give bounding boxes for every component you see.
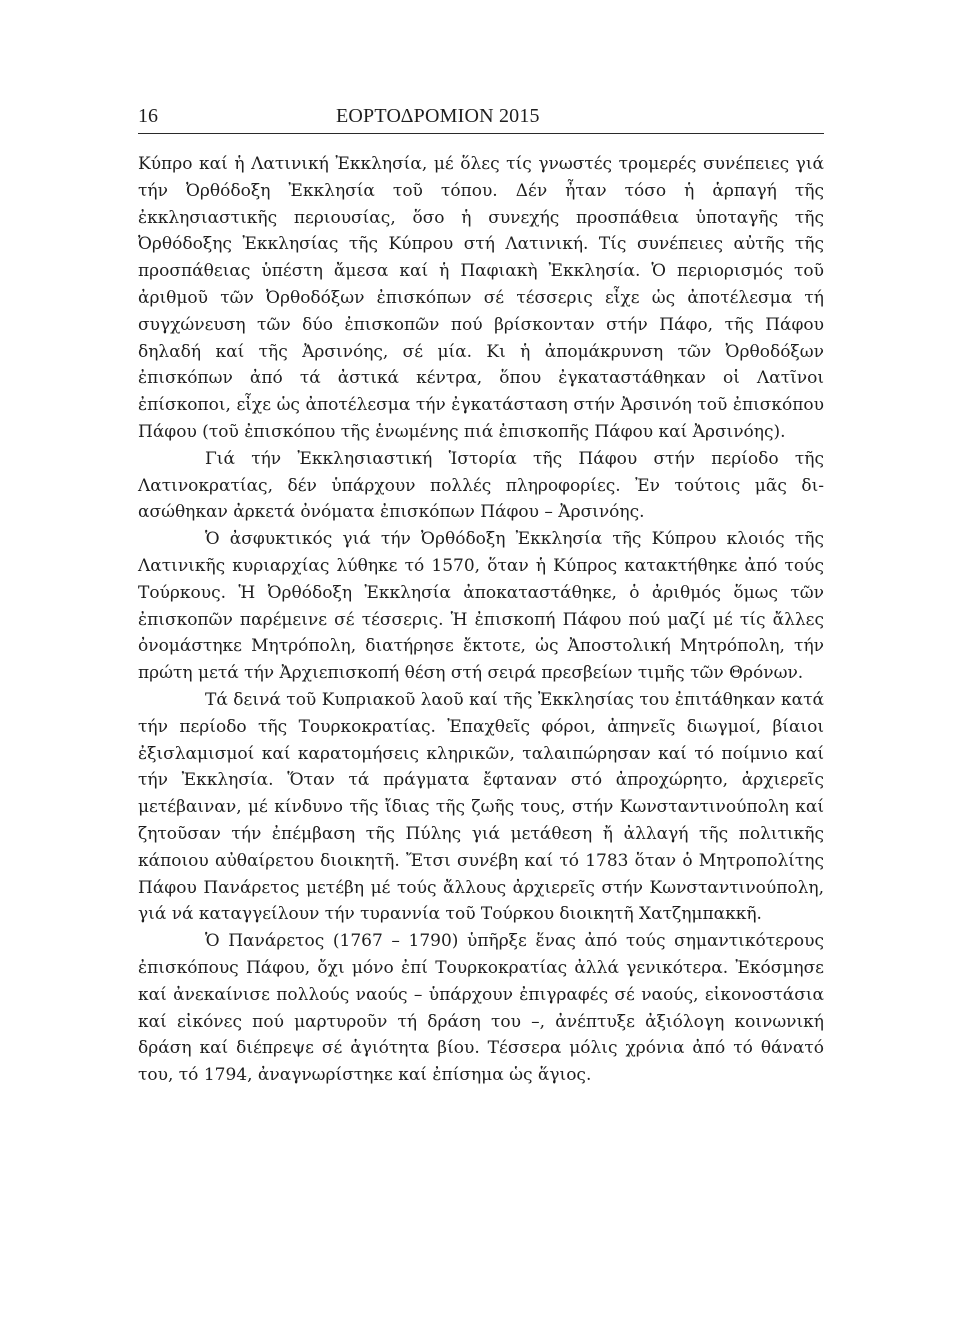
- page-number: 16: [138, 105, 158, 127]
- paragraph: Κύπρο καί ἡ Λατινική Ἐκκλησία, μέ ὅλες τίς γνωστές τρομερές συνέπειες γιά τήν Ὀρθόδοξη Ἐκκλησία τοῦ τόπου. Δέν ἦταν τόσο ἡ ἁρπαγή τῆς ἐκκλησιαστικῆς περιουσίας, ὅσο ἡ συνεχής προσπάθεια ὑποταγῆς τῆς Ὀρθόδοξης Ἐκκλησίας τῆς Κύπρου στή Λατινική. Τίς συνέπειες αὐτῆς τῆς προσπάθειας ὑπέστη ἄμεσα καί ἡ Παφιακὴ Ἐκκλησία. Ὁ περιορισμός τοῦ ἀριθμοῦ τῶν Ὀρθοδόξων ἐπισκόπων σέ τέσσερις εἶχε ὡς ἀποτέλεσμα τή συγχώνευση τῶν δύο ἐπισκοπῶν πού βρίσκονταν στήν Πάφο, τῆς Πάφου δηλαδή καί τῆς Ἀρσινόης, σέ μία. Κι ἡ ἀπομάκρυνση τῶν Ὀρθοδόξων ἐπισκόπων ἀπό τά ἀστικά κέντρα, ὅπου ἐγκαταστάθηκαν οἱ Λατῖνοι ἐπίσκοποι, εἶχε ὡς ἀποτέλεσμα τήν ἐγκατάσταση στήν Ἀρσινόη τοῦ ἐπισκόπου Πάφου (τοῦ ἐπισκόπου τῆς ἑνωμένης πιά ἐπισκοπῆς Πάφου καί Ἀρσινόης).: [138, 154, 824, 442]
- paragraph: Ὁ Πανάρετος (1767 – 1790) ὑπῆρξε ἕνας ἀπό τούς σημαντικότερους ἐπισκόπους Πάφου, ὄχι μόνο ἐπί Τουρκοκρατίας ἀλλά γενικότερα. Ἐκόσμησε καί ἀνεκαίνισε πολλούς ναούς – ὑπάρχουν ἐπιγραφές σέ ναούς, εἰκονοστάσια καί εἰκόνες πού μαρτυροῦν τή δράση του –, ἀνέπτυξε ἀξιόλογη κοινωνική δράση καί διέπρεψε σέ ἁγιότητα βίου. Τέσσερα μόλις χρόνια ἀπό τό θάνατό του, τό 1794, ἀναγνωρίστηκε καί ἐπίσημα ὡς ἅγιος.: [138, 931, 824, 1086]
- running-title: ΕΟΡΤΟΔΡΟΜΙΟΝ 2015: [336, 105, 540, 127]
- running-header: [138, 99, 824, 134]
- paragraph: Τά δεινά τοῦ Κυπριακοῦ λαοῦ καί τῆς Ἐκκλησίας του ἐπιτάθηκαν κατά τήν περίοδο τῆς Τουρκοκρατίας. Ἐπαχθεῖς φόροι, ἀπηνεῖς διωγμοί, βίαιοι ἐξισλαμισμοί καί καρατομήσεις κληρικῶν, ταλαιπώρησαν καί τό ποίμνιο καί τήν Ἐκκλησία. Ὅταν τά πράγματα ἔφταναν στό ἀπροχώρητο, ἀρχιερεῖς μετέβαιναν, μέ κίνδυνο τῆς ἴδιας τῆς ζωῆς τους, στήν Κωνσταντινούπολη καί ζητοῦσαν τήν ἐπέμβαση τῆς Πύλης γιά μετάθεση ἤ ἀλλαγή τῆς πολιτικῆς κάποιου αὐθαίρετου διοικητῆ. Ἔτσι συνέβη καί τό 1783 ὅταν ὁ Μητροπολίτης Πάφου Πανάρετος μετέβη μέ τούς ἄλλους ἀρχιερεῖς στήν Κωνσταντινούπολη, γιά νά καταγγείλουν τήν τυραννία τοῦ Τούρκου διοικητῆ Χατζημπακκῆ.: [138, 689, 824, 925]
- paragraph: Ὁ ἀσφυκτικός γιά τήν Ὀρθόδοξη Ἐκκλησία τῆς Κύπρου κλοιός τῆς Λατινικῆς κυριαρχίας λύθηκε τό 1570, ὅταν ἡ Κύπρος κατακτήθηκε ἀπό τούς Τούρκους. Ἡ Ὀρθόδοξη Ἐκκλησία ἀποκαταστάθηκε, ὁ ἀριθμός ὅμως τῶν ἐπισκοπῶν παρέμεινε σέ τέσσερις. Ἡ ἐπισκοπή Πάφου πού μαζί μέ τίς ἄλλες ὀνομάστηκε Μητρόπολη, διατήρησε ἔκτοτε, ὡς Ἀποστολική Μητρόπολη, τήν πρώτη μετά τήν Ἀρχιεπισκοπή θέση στή σειρά πρεσβείων τιμῆς τῶν Θρόνων.: [138, 529, 824, 684]
- body-text: [138, 151, 824, 1089]
- paragraph: Γιά τήν Ἐκκλησιαστική Ἱστορία τῆς Πάφου στήν περίοδο τῆς Λατινοκρατίας, δέν ὑπάρχουν πολλές πληροφορίες. Ἐν τούτοις μᾶς διασώθηκαν ἀρκετά ὀνόματα ἐπισκόπων Πάφου – Ἀρσινόης.: [138, 448, 824, 523]
- book-page: [138, 0, 824, 1334]
